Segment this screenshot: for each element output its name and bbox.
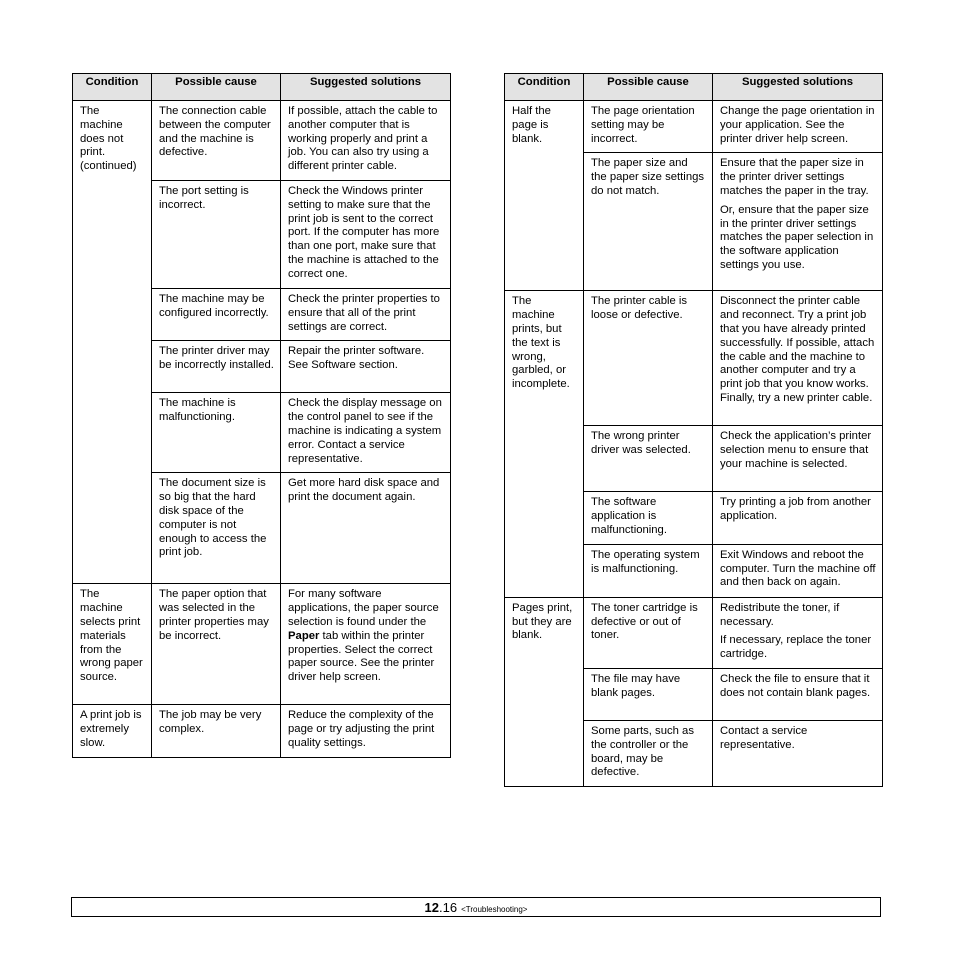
cause-cell: The connection cable between the computer and the machine is defective. <box>152 101 281 181</box>
table-row <box>73 584 451 705</box>
page-number-chapter: 12 <box>424 900 439 915</box>
cause-cell: The machine may be configured incorrectly. <box>152 288 281 340</box>
cause-cell: The paper option that was selected in the printer properties may be incorrect. <box>152 584 281 705</box>
solution-cell: Ensure that the paper size in the printer driver settings matches the paper in the tray. Or, ensure that the paper size in the printer driver settings matches the paper selection in the software application settings you use. <box>713 153 883 291</box>
condition-cell: A print job is extremely slow. <box>73 705 152 757</box>
cause-cell: The toner cartridge is defective or out of toner. <box>584 597 713 668</box>
table-row <box>505 101 883 153</box>
solution-cell: Repair the printer software. See Software section. <box>281 341 451 393</box>
condition-cell: Pages print, but they are blank. <box>505 597 584 786</box>
cause-cell: The machine is malfunctioning. <box>152 393 281 473</box>
table-header-row <box>73 74 451 101</box>
column-header-suggested-solutions: Suggested solutions <box>281 74 451 101</box>
solution-cell: Check the file to ensure that it does not contain blank pages. <box>713 668 883 720</box>
cause-cell: The wrong printer driver was selected. <box>584 426 713 492</box>
page-footer <box>71 897 881 917</box>
solution-cell: Disconnect the printer cable and reconnect. Try a print job that you have already printed successfully. If possible, attach the cable and the machine to another computer and try a print job that you know works. Finally, try a new printer cable. <box>713 291 883 426</box>
cause-cell: The printer driver may be incorrectly installed. <box>152 341 281 393</box>
solution-cell: Reduce the complexity of the page or try adjusting the print quality settings. <box>281 705 451 757</box>
solution-cell: Redistribute the toner, if necessary. If necessary, replace the toner cartridge. <box>713 597 883 668</box>
condition-cell: The machine selects print materials from the wrong paper source. <box>73 584 152 705</box>
cause-cell: The job may be very complex. <box>152 705 281 757</box>
cause-cell: Some parts, such as the controller or the board, may be defective. <box>584 720 713 786</box>
condition-cell: The machine prints, but the text is wrong, garbled, or incomplete. <box>505 291 584 597</box>
solution-cell: Check the application’s printer selection menu to ensure that your machine is selected. <box>713 426 883 492</box>
column-header-suggested-solutions: Suggested solutions <box>713 74 883 101</box>
page-number-page: .16 <box>438 900 458 915</box>
solution-cell: Exit Windows and reboot the computer. Turn the machine off and then back on again. <box>713 544 883 597</box>
table-row <box>505 291 883 426</box>
column-header-possible-cause: Possible cause <box>584 74 713 101</box>
solution-text: For many software applications, the paper source selection is found under the Paper tab within the printer properties. Select the correct paper source. See the printer driver help screen. <box>288 588 439 684</box>
solution-cell: If possible, attach the cable to another computer that is working properly and print a job. You can also try using a different printer cable. <box>281 101 451 181</box>
table-row <box>73 101 451 181</box>
cause-cell: The paper size and the paper size settings do not match. <box>584 153 713 291</box>
table-row <box>73 705 451 757</box>
cause-cell: The operating system is malfunctioning. <box>584 544 713 597</box>
paper-tab-label: Paper <box>288 629 320 642</box>
column-header-condition: Condition <box>73 74 152 101</box>
solution-cell: Try printing a job from another application. <box>713 492 883 544</box>
column-header-possible-cause: Possible cause <box>152 74 281 101</box>
cause-cell: The file may have blank pages. <box>584 668 713 720</box>
solution-cell: Check the display message on the control panel to see if the machine is indicating a system error. Contact a service representative. <box>281 393 451 473</box>
column-header-condition: Condition <box>505 74 584 101</box>
solution-cell: Check the printer properties to ensure that all of the print settings are correct. <box>281 288 451 340</box>
cause-cell: The software application is malfunctioning. <box>584 492 713 544</box>
troubleshooting-table-left <box>72 73 451 758</box>
section-name: <Troubleshooting> <box>461 905 528 914</box>
solution-cell: Get more hard disk space and print the document again. <box>281 473 451 584</box>
cause-cell: The document size is so big that the hard disk space of the computer is not enough to access the print job. <box>152 473 281 584</box>
cause-cell: The page orientation setting may be incorrect. <box>584 101 713 153</box>
table-header-row <box>505 74 883 101</box>
table-row <box>505 597 883 668</box>
solution-cell: Check the Windows printer setting to make sure that the print job is sent to the correct port. If the computer has more than one port, make sure that the machine is attached to the correct one. <box>281 180 451 288</box>
solution-cell: Contact a service representative. <box>713 720 883 786</box>
solution-cell <box>281 584 451 705</box>
condition-cell: Half the page is blank. <box>505 101 584 291</box>
cause-cell: The port setting is incorrect. <box>152 180 281 288</box>
cause-cell: The printer cable is loose or defective. <box>584 291 713 426</box>
troubleshooting-table-right <box>504 73 883 787</box>
condition-cell: The machine does not print. (continued) <box>73 101 152 584</box>
solution-cell: Change the page orientation in your application. See the printer driver help screen. <box>713 101 883 153</box>
